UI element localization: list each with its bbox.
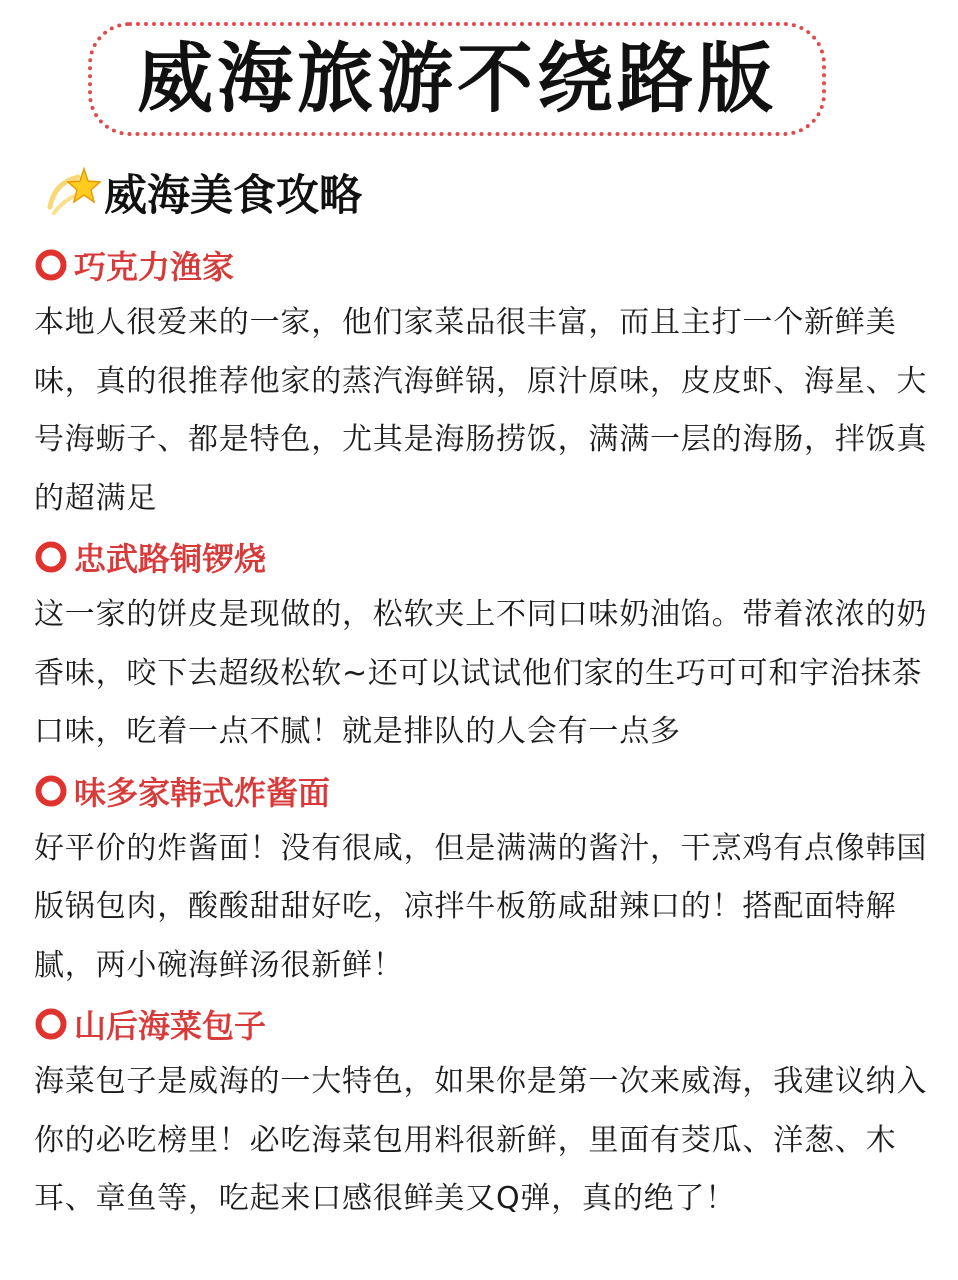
item-description: 这一家的饼皮是现做的，松软夹上不同口味奶油馅。带着浓浓的奶香味，咬下去超级松软~还可以试试他们家的生巧可可和宇治抹茶口味，吃着一点不腻！就是排队的人会有一点多 — [34, 597, 928, 749]
item-description: 好平价的炸酱面！没有很咸，但是满满的酱汁，干烹鸡有点像韩国版锅包肉，酸酸甜甜好吃，凉拌牛板筋咸甜辣口的！搭配面特解腻，两小碗海鲜汤很新鲜！ — [34, 830, 928, 983]
item-title: 山后海菜包子 — [74, 1007, 267, 1045]
title-banner — [88, 22, 826, 136]
item-title: 巧克力渔家 — [74, 248, 235, 286]
item-description: 本地人很爱来的一家，他们家菜品很丰富，而且主打一个新鲜美味，真的很推荐他家的蒸汽海鲜锅，原汁原味，皮皮虾、海星、大号海蛎子、都是特色，尤其是海肠捞饭，满满一层的海肠，拌饭真的超满足 — [34, 305, 928, 516]
item-heading — [34, 762, 934, 820]
item-description: 海菜包子是威海的一大特色，如果你是第一次来威海，我建议纳入你的必吃榜里！必吃海菜包用料很新鲜，里面有茭瓜、洋葱、木耳、章鱼等，吃起来口感很鲜美又Q弹，真的绝了！ — [34, 1064, 928, 1216]
red-ring-icon — [34, 774, 68, 808]
item-title: 忠武路铜锣烧 — [74, 540, 267, 578]
list-item — [34, 762, 934, 996]
food-guide-list — [34, 236, 934, 1229]
section-heading-text: 威海美食攻略 — [104, 170, 362, 221]
dizzy-star-icon — [44, 163, 102, 221]
item-heading — [34, 236, 934, 294]
list-item — [34, 236, 934, 528]
red-ring-icon — [34, 540, 68, 574]
item-title: 味多家韩式炸酱面 — [74, 773, 331, 812]
item-heading — [34, 528, 934, 586]
section-heading — [44, 162, 362, 222]
page-title: 威海旅游不绕路版 — [137, 34, 777, 123]
item-heading — [34, 995, 934, 1053]
list-item — [34, 528, 934, 762]
red-ring-icon — [34, 248, 68, 282]
red-ring-icon — [34, 1007, 68, 1041]
list-item — [34, 995, 934, 1229]
